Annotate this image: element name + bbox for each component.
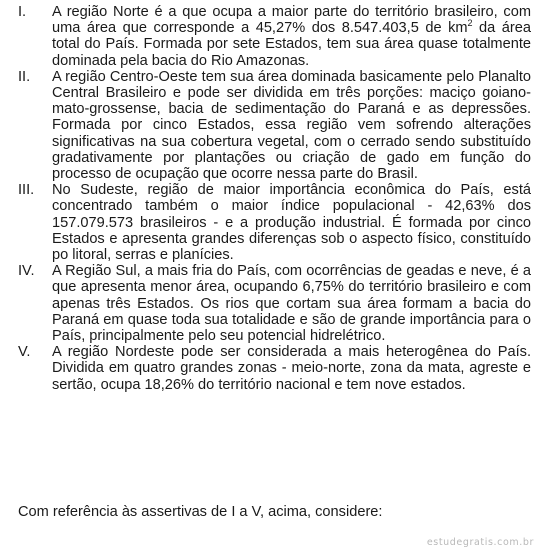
- closing-instruction: Com referência às assertivas de I a V, acima, considere:: [18, 504, 383, 520]
- assertion-item-1: [18, 4, 531, 69]
- assertion-numeral: V.: [18, 344, 31, 361]
- assertion-text-part: da área total do País. Formada por sete Estados, tem sua área quase totalmente dominada pela bacia do Rio Amazonas.: [52, 20, 531, 69]
- assertion-item-4: [18, 263, 531, 344]
- assertion-numeral: IV.: [18, 263, 35, 280]
- assertions-list: [18, 4, 531, 393]
- assertion-item-2: [18, 69, 531, 182]
- assertion-text: A Região Sul, a mais fria do País, com ocorrências de geadas e neve, é a que apresenta menor área, ocupando 6,75% do território brasileiro e com apenas três Estados. Os rios que cortam sua área formam a bacia do Paraná em quase toda sua totalidade e são de grande importância para o País, principalmente pelo seu potencial hidrelétrico.: [52, 263, 531, 345]
- assertion-numeral: I.: [18, 4, 27, 20]
- assertion-numeral: III.: [18, 182, 35, 199]
- superscript: 2: [467, 18, 473, 29]
- watermark: estudegratis.com.br: [426, 537, 534, 548]
- assertion-text: No Sudeste, região de maior importância econômica do País, está concentrado também o maior índice populacional - 42,63% dos 157.079.573 brasileiros - e a produção industrial. É formada por cinco Estados e apresenta grandes diferenças sob o aspecto físico, constituído po litoral, serras e planícies.: [52, 182, 531, 264]
- assertion-text-part: A região Norte é a que ocupa a maior parte do território brasileiro, com uma área que corresponde a 45,27% dos 8.547.403,5 de km: [52, 4, 531, 37]
- assertion-item-5: [18, 344, 531, 393]
- assertion-numeral: II.: [18, 68, 31, 85]
- assertion-text: [52, 4, 531, 69]
- assertion-item-3: [18, 182, 531, 263]
- assertion-text: A região Centro-Oeste tem sua área dominada basicamente pelo Planalto Central Brasileiro e pode ser dividida em três porções: maciço goiano-mato-grossense, bacia de sedimentação do Paraná e as depressões. Formada por cinco Estados, essa região vem sofrendo alterações significativas na sua cobertura vegetal, com o cerrado sendo substituído gradativamente por plantações ou criação de gado em função do processo de ocupação que ocorre nessa parte do Brasil.: [52, 68, 531, 183]
- assertion-text: A região Nordeste pode ser considerada a mais heterogênea do País. Dividida em quatro grandes zonas - meio-norte, zona da mata, agreste e sertão, ocupa 18,26% do território nacional e tem nove estados.: [52, 344, 531, 393]
